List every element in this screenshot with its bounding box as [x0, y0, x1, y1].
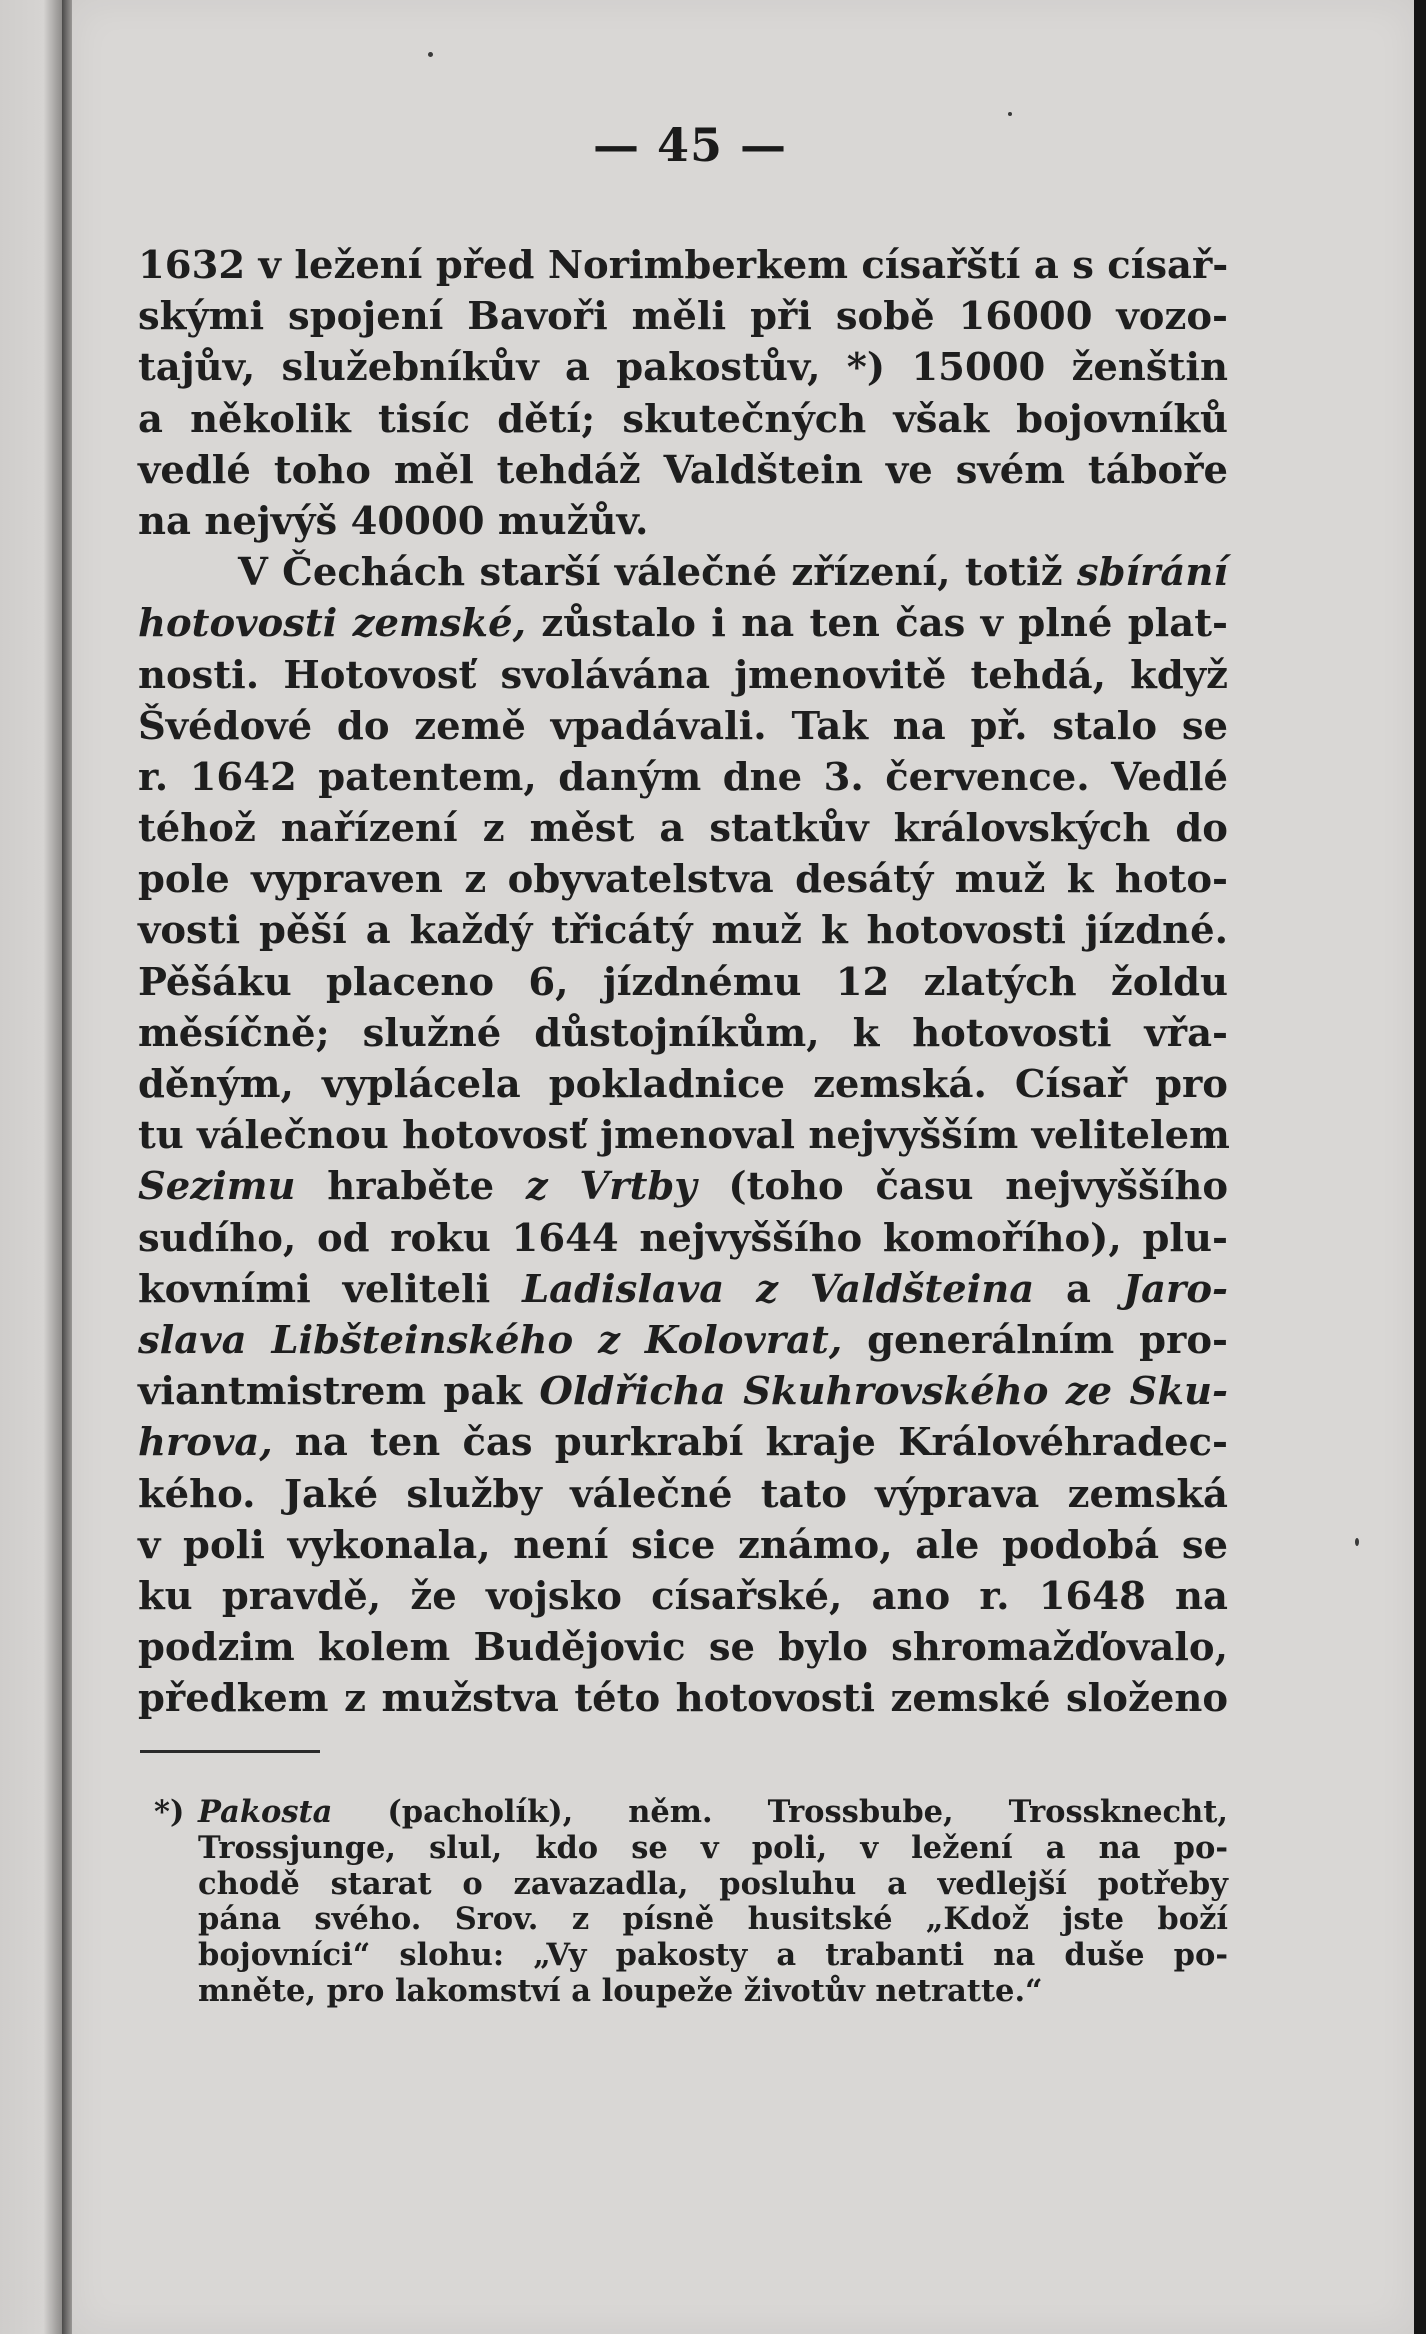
text-line: podzim kolem Budějovic se bylo shromažďovalo, [138, 1625, 1228, 1671]
paper-speck [428, 52, 433, 57]
footnote [154, 1794, 1228, 2010]
previous-page-edge [0, 0, 62, 2334]
text-line: skými spojení Bavoři měli při sobě 16000 vozo- [138, 294, 1228, 340]
page-number: — 45 — [592, 118, 788, 172]
text-line: hrova, na ten čas purkrabí kraje Královéhradec- [138, 1420, 1228, 1466]
text-line: a několik tisíc dětí; skutečných však bojovníků [138, 396, 1228, 442]
text-line: V Čechách starší válečné zřízení, totiž sbírání [238, 550, 1228, 596]
text-line: téhož nařízení z měst a statkův královských do [138, 806, 1228, 852]
footnote-line: chodě starat o zavazadla, posluhu a vedlejší potřeby [198, 1865, 1228, 1902]
text-line: na nejvýš 40000 mužův. [138, 498, 649, 544]
paper-speck [1355, 1538, 1359, 1546]
text-line: měsíčně; služné důstojníkům, k hotovosti vřa- [138, 1010, 1228, 1056]
text-line: sudího, od roku 1644 nejvyššího komořího), plu- [138, 1215, 1228, 1261]
paper-speck [1008, 112, 1012, 116]
text-line: Pěšáku placeno 6, jízdnému 12 zlatých žoldu [138, 959, 1228, 1005]
text-line: tu válečnou hotovosť jmenoval nejvyšším velitelem [138, 1113, 1230, 1159]
footnote-divider [140, 1750, 320, 1753]
text-line: Sezimu hraběte z Vrtby (toho času nejvyššího [138, 1164, 1229, 1210]
text-line: tajův, služebníkův a pakostův, *) 15000 ženštin [138, 345, 1228, 391]
text-line: r. 1642 patentem, daným dne 3. července. Vedlé [138, 754, 1228, 800]
text-line: pole vypraven z obyvatelstva desátý muž k hoto- [138, 857, 1228, 903]
body-text [138, 240, 1228, 1724]
text-line: předkem z mužstva této hotovosti zemské složeno [138, 1676, 1228, 1722]
text-line: Švédové do země vpadávali. Tak na př. stalo se [138, 703, 1228, 749]
footnote-line: pána svého. Srov. z písně husitské „Kdož jste boží [198, 1901, 1228, 1938]
footnote-line: bojovníci“ slohu: „Vy pakosty a trabanti na duše po- [198, 1937, 1228, 1974]
text-line: hotovosti zemské, zůstalo i na ten čas v plné plat- [138, 601, 1228, 647]
text-line: vosti pěší a každý třicátý muž k hotovosti jízdné. [138, 908, 1228, 954]
scan-border [1414, 0, 1426, 2334]
text-line: kého. Jaké služby válečné tato výprava zemská [138, 1471, 1228, 1517]
footnote-line: mněte, pro lakomství a loupeže životův netratte.“ [198, 1972, 1043, 2009]
footnote-line: Pakosta (pacholík), něm. Trossbube, Trossknecht, [198, 1794, 1228, 1830]
text-line: vedlé toho měl tehdáž Valdštein ve svém táboře [138, 447, 1228, 493]
text-line: v poli vykonala, není sice známo, ale podobá se [138, 1522, 1228, 1568]
text-line: slava Libšteinského z Kolovrat, generálním pro- [138, 1317, 1228, 1363]
text-line: nosti. Hotovosť svolávána jmenovitě tehdá, když [138, 652, 1228, 698]
binding-shadow [62, 0, 72, 2334]
text-line: 1632 v ležení před Norimberkem císařští a s císař- [138, 243, 1229, 288]
text-line: ku pravdě, že vojsko císařské, ano r. 1648 na [138, 1573, 1228, 1619]
text-line: děným, vyplácela pokladnice zemská. Císař pro [138, 1062, 1228, 1107]
text-line: kovními veliteli Ladislava z Valdšteina a Jaro- [138, 1266, 1228, 1312]
footnote-marker: *) [154, 1794, 185, 1830]
footnote-line: Trossjunge, slul, kdo se v poli, v ležení a na po- [198, 1829, 1228, 1866]
text-line: viantmistrem pak Oldřicha Skuhrovského ze Sku- [138, 1369, 1228, 1415]
